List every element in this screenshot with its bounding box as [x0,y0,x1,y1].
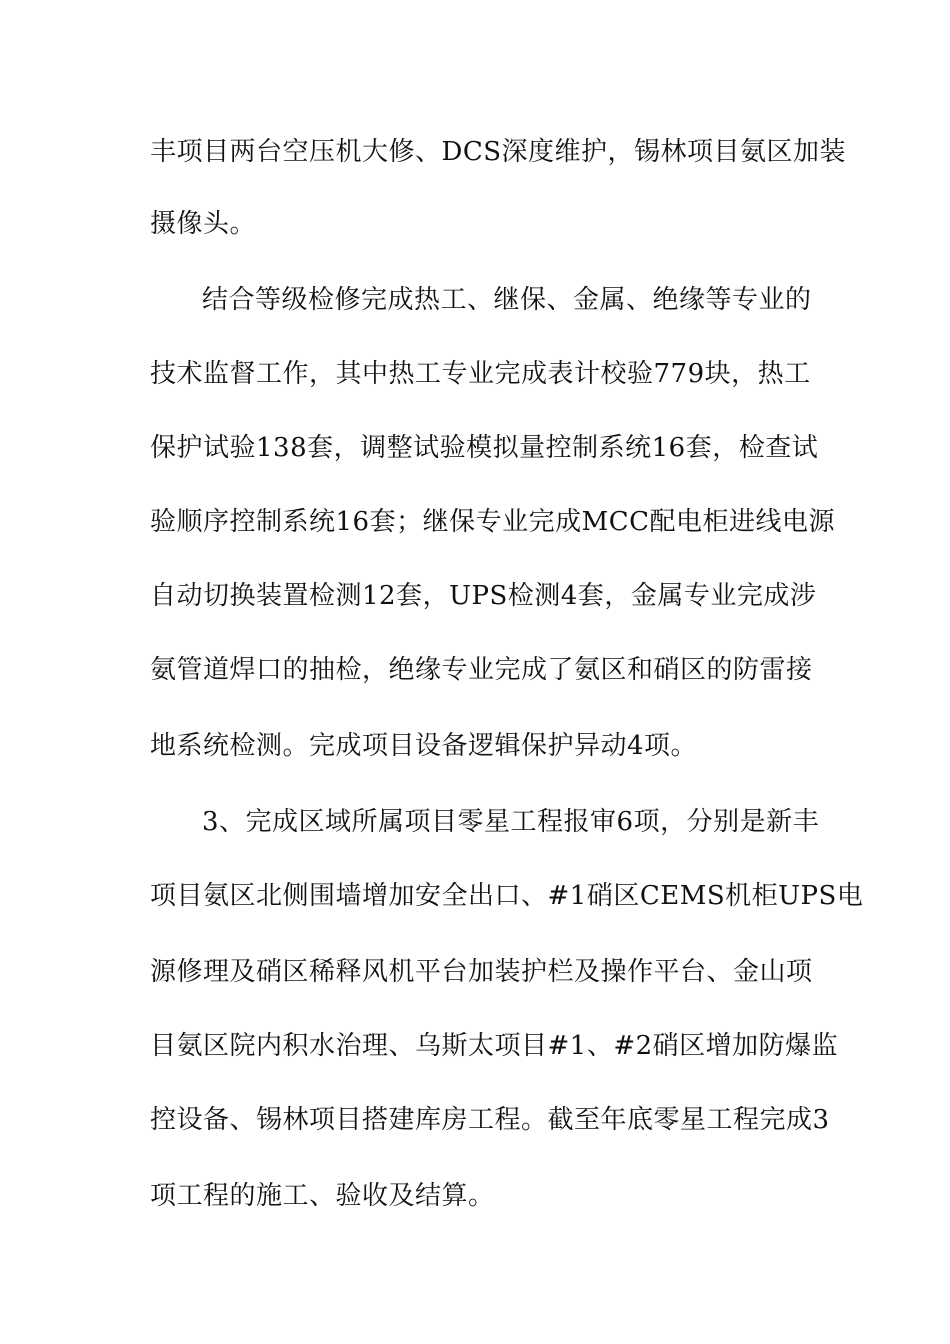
text-line: 项工程的施工、验收及结算。 [150,1181,495,1211]
text-line: 保护试验138套，调整试验模拟量控制系统16套，检查试 [150,433,819,463]
text-line: 技术监督工作，其中热工专业完成表计校验779块，热工 [150,359,811,389]
text-line: 目氨区院内积水治理、乌斯太项目#1、#2硝区增加防爆监 [150,1031,839,1061]
text-line: 项目氨区北侧围墙增加安全出口、#1硝区CEMS机柜UPS电 [150,881,864,911]
text-line: 丰项目两台空压机大修、DCS深度维护，锡林项目氨区加装 [150,137,847,167]
text-line: 结合等级检修完成热工、继保、金属、绝缘等专业的 [202,285,812,315]
text-line: 源修理及硝区稀释风机平台加装护栏及操作平台、金山项 [150,957,813,987]
text-line: 控设备、锡林项目搭建库房工程。截至年底零星工程完成3 [150,1105,830,1135]
text-line: 自动切换装置检测12套，UPS检测4套，金属专业完成涉 [150,581,817,611]
text-line: 地系统检测。完成项目设备逻辑保护异动4项。 [150,731,698,761]
text-line: 氨管道焊口的抽检，绝缘专业完成了氨区和硝区的防雷接 [150,655,813,685]
text-line: 验顺序控制系统16套；继保专业完成MCC配电柜进线电源 [150,507,835,537]
text-line: 摄像头。 [150,209,257,239]
text-line: 3、完成区域所属项目零星工程报审6项，分别是新丰 [202,807,820,837]
